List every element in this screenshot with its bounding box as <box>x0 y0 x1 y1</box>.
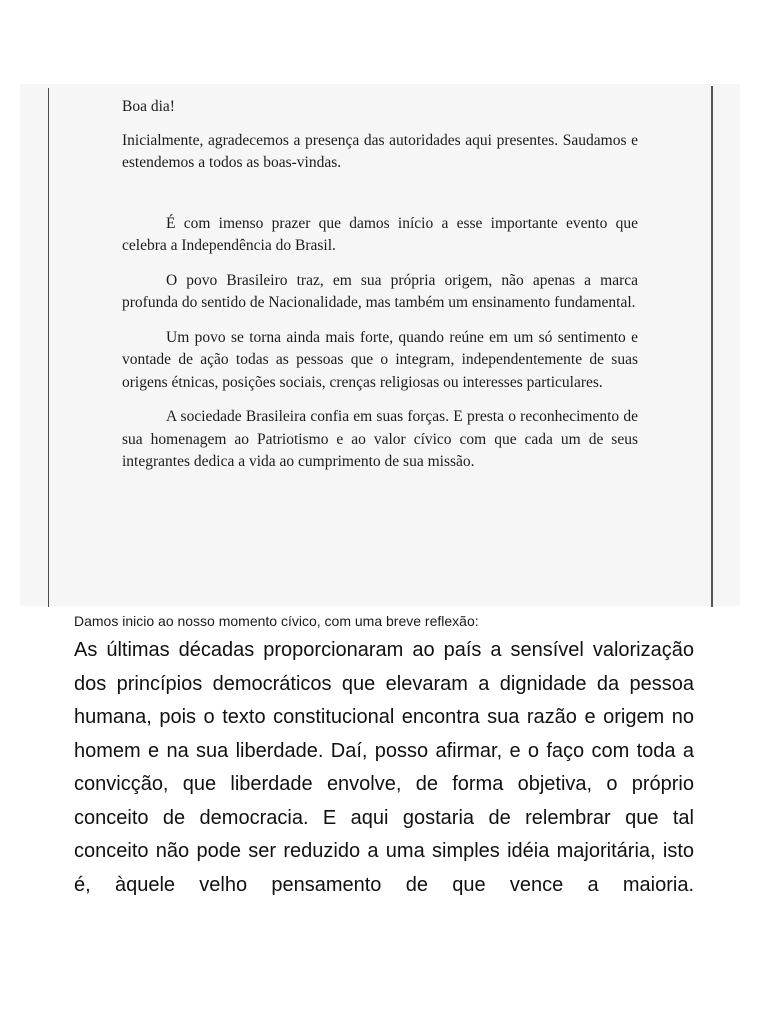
body-text: As últimas décadas proporcionaram ao país a sensível valorização dos princípios democráticos que elevaram a dignidade da pessoa humana, pois o texto constitucional encontra sua razão e origem no homem e na sua liberdade. Daí, posso afirmar, e o faço com toda a convicção, que liberdade envolve, de forma objetiva, o próprio conceito de democracia. E aqui gostaria de relembrar que tal conceito não pode ser reduzido a uma simples idéia majoritária, isto é, àquele velho pensamento de que vence a maioria. <box>74 639 694 896</box>
page-border-right <box>711 86 713 607</box>
paragraph-3: Um povo se torna ainda mais forte, quando reúne em um só sentimento e vontade de ação todas as pessoas que o integram, independentemente de suas origens étnicas, posições sociais, crenças religiosas ou interesses particulares. <box>122 328 638 391</box>
intro-paragraph: Inicialmente, agradecemos a presença das autoridades aqui presentes. Saudamos e estendemos a todos as boas-vindas. <box>122 131 638 171</box>
scanned-page-text <box>122 96 638 474</box>
page-border-left <box>48 88 49 607</box>
paragraph-4: A sociedade Brasileira confia em suas forças. E presta o reconhecimento de sua homenagem ao Patriotismo e ao valor cívico com que cada um de seus integrantes dedica a vida ao cumprimento de sua missão. <box>122 408 638 470</box>
paragraph-2: O povo Brasileiro traz, em sua própria origem, não apenas a marca profunda do sentido de Nacionalidade, mas também um ensinamento fundamental. <box>122 271 638 311</box>
greeting: Boa dia! <box>122 98 175 115</box>
paragraph-1: É com imenso prazer que damos início a esse importante evento que celebra a Independência do Brasil. <box>122 214 638 254</box>
caption: Damos inicio ao nosso momento cívico, com uma breve reflexão: <box>74 613 479 629</box>
